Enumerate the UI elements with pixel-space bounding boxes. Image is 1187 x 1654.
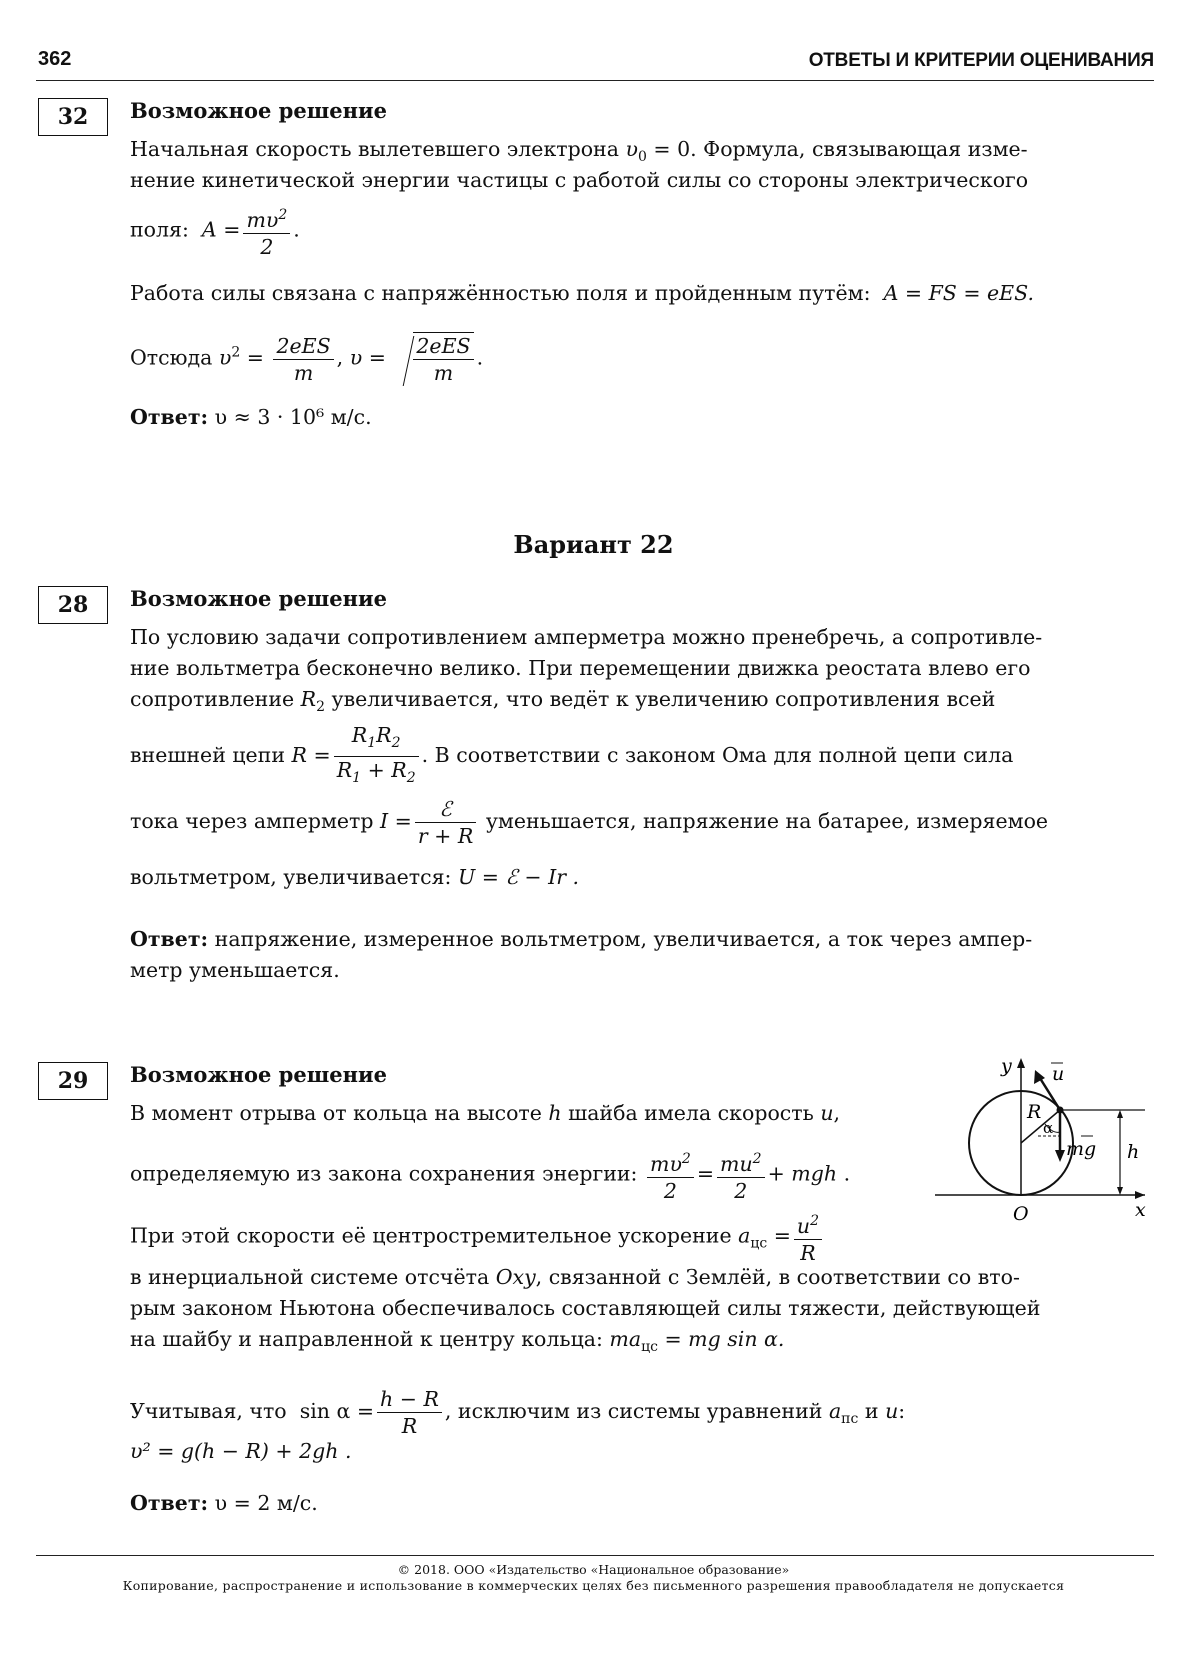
label-O: O bbox=[1013, 1203, 1029, 1225]
label-u: u bbox=[1052, 1063, 1065, 1085]
paragraph-line: вольтметром, увеличивается: U = ℰ − Ir . bbox=[130, 865, 580, 889]
label-x: x bbox=[1135, 1199, 1146, 1221]
question-number-box: 28 bbox=[38, 586, 108, 624]
h-arrow-bottom bbox=[1117, 1187, 1123, 1195]
label-h: h bbox=[1127, 1141, 1140, 1163]
paragraph-line: В момент отрыва от кольца на высоте h шайба имела скорость u, bbox=[130, 1101, 841, 1125]
paragraph-line: сопротивление $R_2$ увеличивается, что ведёт к увеличению сопротивления всей bbox=[130, 687, 996, 716]
section-heading: Возможное решение bbox=[130, 1062, 387, 1087]
gravity-arrowhead bbox=[1055, 1150, 1065, 1162]
label-R: R bbox=[1027, 1101, 1042, 1123]
formula-line: поля: A = $\frac{m\upsilon^2}{2}$ . bbox=[130, 202, 300, 260]
variant-title: Вариант 22 bbox=[513, 530, 674, 559]
question-number-box: 32 bbox=[38, 98, 108, 136]
page-number: 362 bbox=[38, 48, 72, 70]
label-mg: mg bbox=[1066, 1138, 1097, 1160]
paragraph-line: на шайбу и направленной к центру кольца: $ma_{цс}$ = mg sin α. bbox=[130, 1327, 785, 1356]
label-alpha: α bbox=[1043, 1119, 1054, 1137]
sqrt-sign: $\frac{\text{2eES}}{m}$ bbox=[392, 332, 476, 386]
paragraph-line: Работа силы связана с напряжённостью поля и пройденным путём: A = FS = eES. bbox=[130, 281, 1034, 305]
answer-line: Ответ: υ = 2 м/с. bbox=[130, 1491, 318, 1515]
formula-line: Учитывая, что sin α = $\frac{h - R}{R}$ , исключим из системы уравнений $a_{пс}$ и u: bbox=[130, 1387, 906, 1438]
label-y: y bbox=[1001, 1055, 1012, 1077]
footer-notice: Копирование, распространение и использование в коммерческих целях без письменного разрешения правообладателя не допускается bbox=[122, 1578, 1065, 1593]
y-axis-arrow bbox=[1017, 1058, 1025, 1068]
section-heading: Возможное решение bbox=[130, 98, 387, 123]
footer-rule bbox=[36, 1555, 1154, 1556]
h-arrow-top bbox=[1117, 1110, 1123, 1118]
ring-diagram bbox=[935, 1050, 1155, 1230]
header-rule bbox=[36, 80, 1154, 81]
formula-line: При этой скорости её центростремительное ускорение $a_{цс}$ = $\frac{u^2}{R}$ bbox=[130, 1208, 825, 1266]
answer-line: метр уменьшается. bbox=[130, 958, 340, 982]
answer-line: Ответ: напряжение, измеренное вольтметром, увеличивается, а ток через ампер- bbox=[130, 927, 1033, 951]
paragraph-line: ние вольтметра бесконечно велико. При перемещении движка реостата влево его bbox=[130, 656, 1031, 680]
footer-copyright: © 2018. ООО «Издательство «Национальное образование» bbox=[397, 1562, 790, 1577]
answer-line: Ответ: υ ≈ 3 · 10⁶ м/с. bbox=[130, 405, 372, 429]
fraction: $\frac{m\upsilon^2}{2}$ bbox=[243, 202, 290, 260]
paragraph: Начальная скорость вылетевшего электрона $\upsilon_0 = 0$. Формула, связывающая изме- bbox=[130, 137, 1028, 166]
puck-point bbox=[1057, 1107, 1064, 1114]
formula-line: Отсюда $\upsilon^2$ = $\frac{\text{2eES}}{m}$ , υ = $\frac{\text{2eES}}{m}$ . bbox=[130, 333, 484, 385]
section-heading: Возможное решение bbox=[130, 586, 387, 611]
running-head: ОТВЕТЫ И КРИТЕРИИ ОЦЕНИВАНИЯ bbox=[808, 50, 1154, 71]
x-axis-arrow bbox=[1135, 1191, 1145, 1199]
formula-line: определяемую из закона сохранения энергии: $\frac{m\upsilon^2}{2}$ = $\frac{mu^2}{2}$ + mgh . bbox=[130, 1146, 850, 1204]
paragraph-line: рым законом Ньютона обеспечивалось составляющей силы тяжести, действующей bbox=[130, 1296, 1041, 1320]
formula-line: υ² = g(h − R) + 2gh . bbox=[130, 1439, 352, 1463]
formula-line: тока через амперметр I = $\frac{\text{ℰ}}{r + R}$ уменьшается, напряжение на батарее, измеряемое bbox=[130, 797, 1049, 848]
paragraph-line: в инерциальной системе отсчёта Oxy, связанной с Землёй, в соответствии со вто- bbox=[130, 1265, 1020, 1289]
question-number-box: 29 bbox=[38, 1062, 108, 1100]
formula-line: внешней цепи R = $\frac{R_1R_2}{R_1 + R_2}$ . В соответствии с законом Ома для полной цепи сила bbox=[130, 723, 1014, 787]
paragraph-line: По условию задачи сопротивлением амперметра можно пренебречь, а сопротивле- bbox=[130, 625, 1043, 649]
paragraph-line: нение кинетической энергии частицы с работой силы со стороны электрического bbox=[130, 168, 1029, 192]
